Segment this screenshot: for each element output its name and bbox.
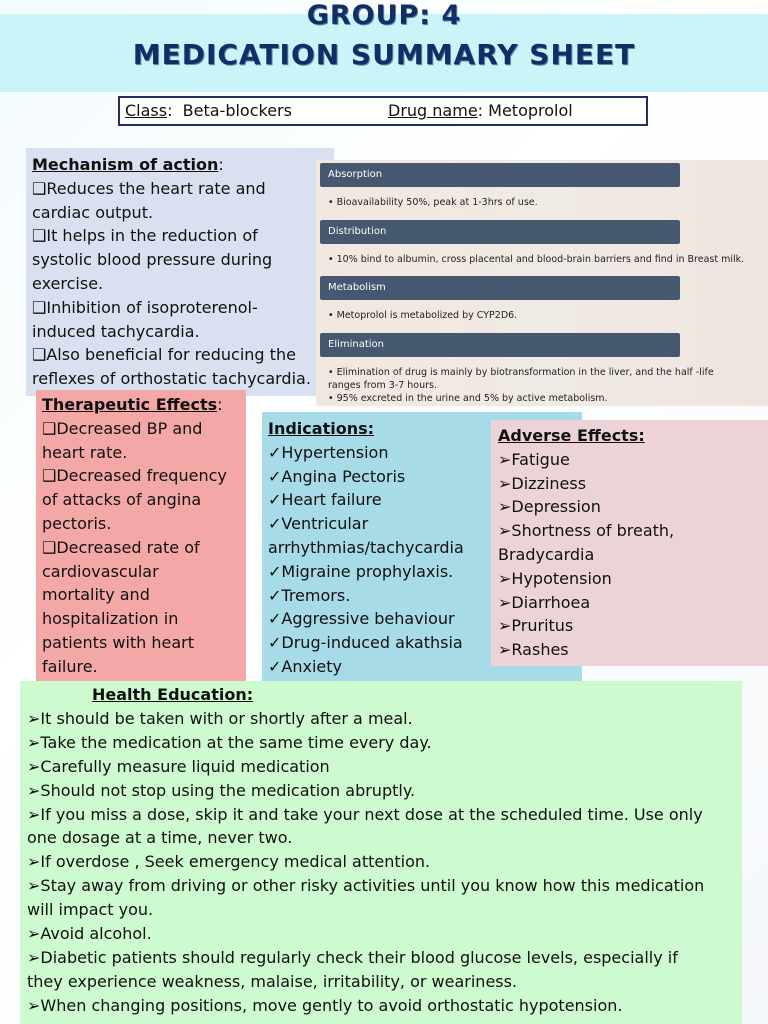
health-tip-line: ➢Diabetic patients should regularly check their blood glucose levels, especially if (27, 947, 678, 967)
adverse-effect-line: ➢Depression (498, 497, 601, 517)
health-tip-line: ➢Avoid alcohol. (27, 924, 152, 944)
mechanism-line: ❑It helps in the reduction of (32, 226, 258, 246)
therapeutic-line: hospitalization in (42, 609, 179, 629)
health-heading: Health Education: (92, 685, 254, 704)
indication-line: ✓Aggressive behaviour (268, 609, 455, 629)
pk-section-absorption: Absorption (320, 163, 680, 187)
mechanism-box (26, 148, 334, 396)
adverse-effect-line: ➢Diarrhoea (498, 592, 591, 612)
pk-section-elimination: Elimination (320, 333, 680, 357)
therapeutic-line: of attacks of angina (42, 490, 202, 510)
health-tip-line: ➢If you miss a dose, skip it and take your next dose at the scheduled time. Use only (27, 804, 703, 824)
adverse-effect-line: ➢Pruritus (498, 616, 574, 636)
adverse-effect-line: ➢Rashes (498, 640, 569, 660)
adverse-list (498, 448, 768, 662)
adverse-heading: Adverse Effects: (498, 426, 645, 445)
adverse-effect-line: ➢Hypotension (498, 568, 612, 588)
health-tip-line: ➢Stay away from driving or other risky activities until you know how this medication (27, 876, 705, 896)
therapeutic-line: failure. (42, 656, 98, 676)
mechanism-line: ❑Inhibition of isoproterenol- (32, 297, 258, 317)
mechanism-line: ❑Reduces the heart rate and (32, 178, 266, 198)
indication-line: ✓Angina Pectoris (268, 466, 406, 486)
health-tip-line: they experience weakness, malaise, irritability, or weariness. (27, 971, 518, 991)
health-education-box (20, 681, 742, 1024)
pk-point: • 10% bind to albumin, cross placental and blood-brain barriers and find in Breast milk. (328, 254, 745, 265)
therapeutic-box (36, 390, 246, 684)
therapeutic-heading: Therapeutic Effects (42, 395, 218, 414)
indication-line: ✓Hypertension (268, 442, 389, 462)
therapeutic-line: ❑Decreased rate of (42, 537, 200, 557)
health-tip-line: will impact you. (27, 900, 154, 920)
sheet-title: MEDICATION SUMMARY SHEET (132, 38, 636, 71)
mechanism-line: cardiac output. (32, 202, 154, 222)
mechanism-line: ❑Also beneficial for reducing the (32, 345, 296, 365)
adverse-effect-line: Bradycardia (498, 544, 595, 564)
pk-point: • Metoprolol is metabolized by CYP2D6. (328, 310, 518, 321)
adverse-box (491, 420, 768, 666)
mechanism-line: induced tachycardia. (32, 321, 200, 341)
indication-line: ✓Drug-induced akathsia (268, 633, 463, 653)
health-tip-line: ➢Should not stop using the medication abruptly. (27, 780, 416, 800)
therapeutic-line: ❑Decreased frequency (42, 466, 227, 486)
adverse-effect-line: ➢Fatigue (498, 449, 570, 469)
drug-label: Drug name (388, 101, 478, 120)
therapeutic-line: heart rate. (42, 442, 128, 462)
indication-line: ✓Ventricular (268, 514, 369, 534)
therapeutic-line: patients with heart (42, 632, 195, 652)
adverse-effect-line: ➢Shortness of breath, (498, 521, 675, 541)
health-tip-line: ➢When changing positions, move gently to avoid orthostatic hypotension. (27, 995, 623, 1015)
drug-field: Drug name: Metoprolol (388, 101, 573, 120)
indication-line: arrhythmias/tachycardia (268, 537, 464, 557)
therapeutic-line: cardiovascular (42, 561, 159, 581)
pk-point: • Bioavailability 50%, peak at 1-3hrs of use. (328, 197, 538, 208)
pk-section-metabolism: Metabolism (320, 276, 680, 300)
therapeutic-list (42, 417, 246, 679)
class-drug-box (118, 96, 648, 126)
mechanism-heading-row: Mechanism of action: (32, 155, 224, 174)
mechanism-line: exercise. (32, 273, 104, 293)
pk-section-distribution: Distribution (320, 220, 680, 244)
indication-line: ✓Heart failure (268, 490, 382, 510)
mechanism-line: systolic blood pressure during (32, 250, 273, 270)
pk-point: • 95% excreted in the urine and 5% by active metabolism. (328, 393, 608, 404)
indication-line: ✓Anxiety (268, 656, 342, 676)
class-field: Class: Beta-blockers (125, 101, 292, 120)
pharmacokinetics-panel (316, 160, 768, 406)
indication-line: ✓Tremors. (268, 585, 351, 605)
health-list (27, 707, 742, 1018)
drug-value: Metoprolol (488, 101, 573, 120)
therapeutic-line: ❑Decreased BP and (42, 418, 203, 438)
health-tip-line: ➢It should be taken with or shortly after a meal. (27, 708, 413, 728)
mechanism-heading: Mechanism of action (32, 155, 219, 174)
class-value: Beta-blockers (182, 101, 292, 120)
pk-point: ranges from 3-7 hours. (328, 380, 437, 391)
therapeutic-line: mortality and (42, 585, 150, 605)
therapeutic-line: pectoris. (42, 513, 112, 533)
class-label: Class (125, 101, 168, 120)
mechanism-list (32, 177, 334, 391)
indications-heading: Indications: (268, 419, 374, 438)
pk-point: • Elimination of drug is mainly by biotransformation in the liver, and the half -life (328, 367, 714, 378)
health-tip-line: ➢If overdose , Seek emergency medical attention. (27, 852, 431, 872)
mechanism-line: reflexes of orthostatic tachycardia. (32, 369, 311, 389)
health-tip-line: ➢Take the medication at the same time every day. (27, 732, 432, 752)
therapeutic-heading-row: Therapeutic Effects: (42, 395, 223, 414)
health-tip-line: one dosage at a time, never two. (27, 828, 293, 848)
indication-line: ✓Migraine prophylaxis. (268, 561, 454, 581)
group-title: GROUP: 4 (306, 0, 462, 31)
adverse-effect-line: ➢Dizziness (498, 473, 587, 493)
health-tip-line: ➢Carefully measure liquid medication (27, 756, 330, 776)
